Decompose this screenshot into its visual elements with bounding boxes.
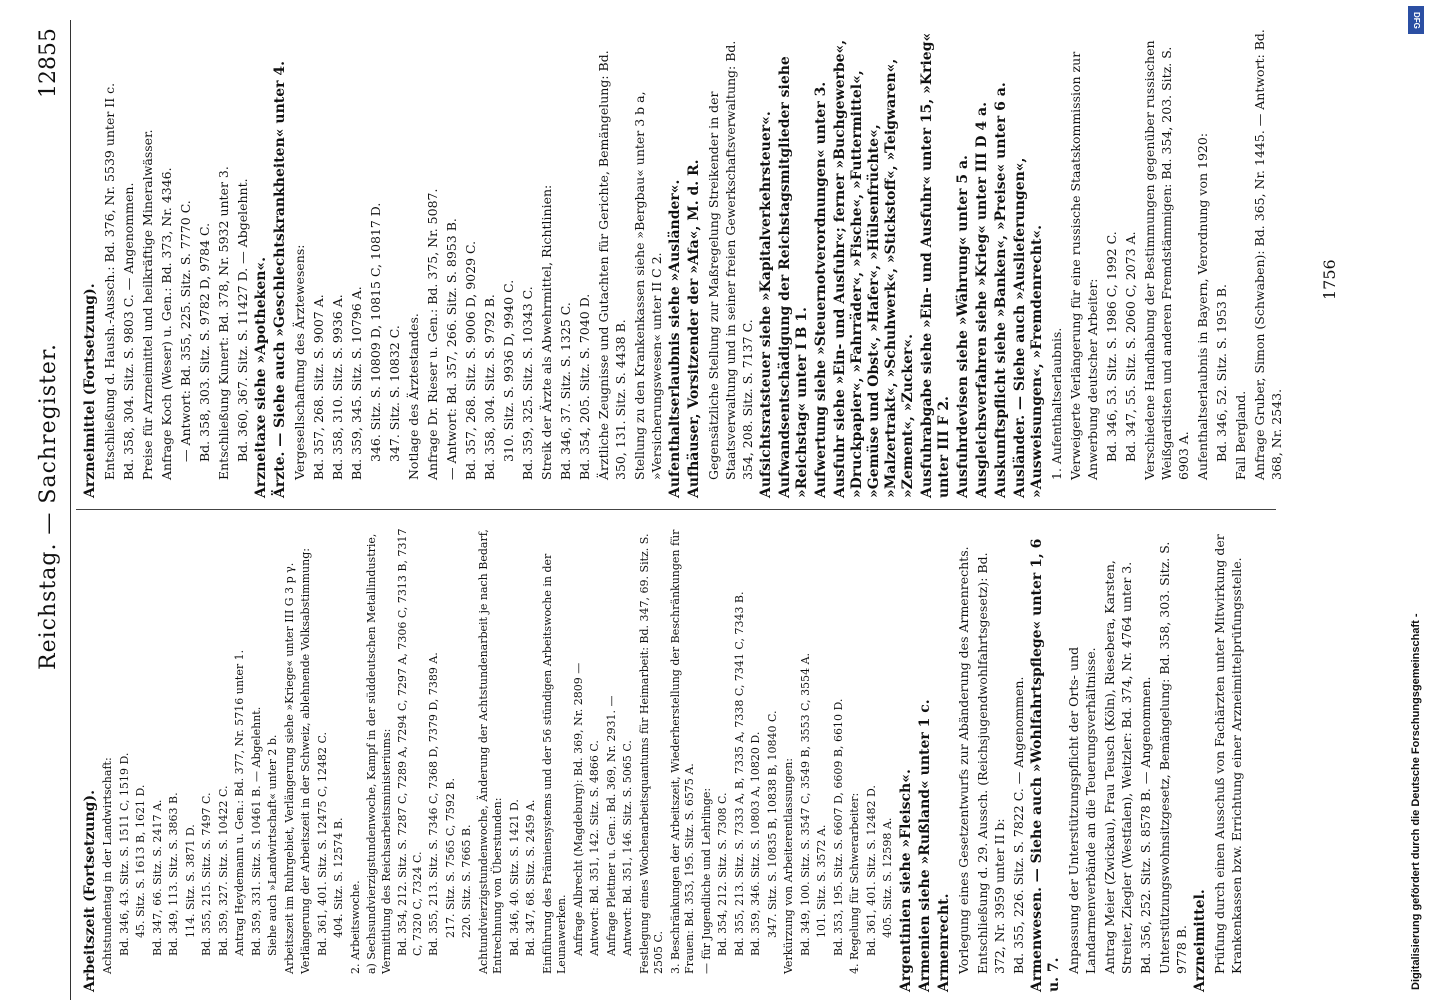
left-column-entry: Bd. 349, 100. Sitz. S. 3547 C, 3549 B, 3553 C, 3554 A. (798, 652, 812, 956)
right-column-entry: Ausfuhr siehe »Ein- und Ausfuhr«; ferner »Buchgewerbe«, »Druckpapier«, »Fahrräder«, »Fische«, »Futtermittel«, »Gemüse und Obst«, »Hafer«, »Hülsenfrüchte«, »Malzertrakt«, »Schuhwerk«, »Stickstoff«, »Teigwaren«, »Zement«, »Zucker«. (832, 39, 916, 498)
right-column-entry: Ausländer. — Siehe auch »Auslieferungen«, »Ausweisungen«, »Fremdenrecht«. (1012, 157, 1045, 498)
left-column-entry: 217. Sitz. S. 7565 C, 7592 B. (443, 778, 457, 938)
left-column-entry: Anpassung der Unterstützungspflicht der Orts- und Landarmenverbände an die Teuerungsverhältnisse. (1065, 646, 1098, 974)
right-column-entry: Ärzte. — Siehe auch »Geschlechtskrankheiten« unter 4. (272, 61, 288, 498)
left-column-entry: 3. Beschränkungen der Arbeitszeit, Wiederherstellung der Beschränkungen für Frauen: Bd. 353, 195. Sitz. S. 6575 A. (668, 529, 696, 974)
left-column-entry: Bd. 356, 252. Sitz. S. 8578 B. — Angenommen. (1137, 676, 1153, 974)
left-column-entry: 114. Sitz. S. 3871 D. (183, 824, 197, 938)
left-column-entry: Achtstundentag in der Landwirtschaft: (101, 757, 114, 974)
right-column-entry: Vergesellschaftung des Ärztewesens: (292, 244, 307, 480)
digitization-credit: Digitalisierung gefördert durch die Deutsche Forschungsgemeinschaft - (1410, 613, 1422, 990)
right-column-entry: — Antwort: Bd. 357, 266. Sitz. S. 8953 B. (444, 218, 459, 480)
right-column-entry: Arzneitaxe siehe »Apotheken«. (253, 256, 269, 498)
left-column-entry: Bd. 349, 113. Sitz. S. 3863 B. (167, 792, 180, 956)
right-column-entry: Anfrage Dr. Rieser u. Gen.: Bd. 375, Nr. 5087. (425, 188, 440, 480)
left-column-entry: Armenien siehe »Rußland« unter 1 c. (916, 699, 933, 992)
left-column-entry: Verkürzung von Arbeiterentlassungen: (782, 758, 795, 974)
footer-page-number: 1756 (1320, 259, 1339, 300)
right-column-entry: Ausfuhrdevisen siehe »Währung« unter 5 a. (955, 155, 971, 498)
right-column-entry: Bd. 358, 304. Sitz. S. 9803 C. — Angenommen. (121, 182, 136, 480)
left-column-entry: Antwort: Bd. 351, 142. Sitz. S. 4866 C. (588, 740, 601, 956)
digitization-strip (1408, 0, 1430, 1000)
right-column-entry: Aufhäuser, Vorsitzender der »Afa«, M. d. R. (686, 159, 702, 498)
left-column-entry: Antrag Meier (Zwickau), Frau Teusch (Köln), Riesebera, Karsten, Streiter, Ziegler (Westfalen), Weitzler: Bd. 374, Nr. 4764 unter 3. (1101, 560, 1134, 974)
right-column-entry: Arzneimittel (Fortsetzung). (82, 283, 98, 498)
right-column-entry: 346. Sitz. S. 10809 D, 10815 C, 10817 D. (368, 202, 383, 462)
left-column-entry: Einführung des Prämiensystems und der 56 stündigen Arbeitswoche in der Leunawerken. (540, 553, 568, 974)
right-column-entry: Aufwandsentschädigung der Reichstagsmitglieder siehe »Reichstag« unter I B 1. (777, 56, 810, 498)
right-column-entry: Bd. 358, 303. Sitz. S. 9782 D, 9784 C. (197, 222, 212, 462)
right-column-entry: Bd. 346, 37. Sitz. S. 1325 C. (558, 302, 573, 480)
left-column-entry: Bd. 355, 213. Sitz. S. 7346 C, 7368 D, 7379 D, 7389 A. (427, 652, 440, 956)
left-column-entry: Prüfung durch einen Ausschuß von Fachärzten unter Mitwirkung der Krankenkassen bzw. Errichtung einer Arzneimittelprüfungsstelle. (1211, 534, 1244, 974)
right-column-entry: Anfrage Gruber, Simon (Schwaben): Bd. 365, Nr. 1445. — Antwort: Bd. 368, Nr. 2543. (1252, 29, 1284, 480)
right-column-entry: 310. Sitz. S. 9936 D, 9940 C. (501, 279, 516, 462)
left-column-entry: Bd. 347, 66. Sitz. S. 2417 A. (150, 799, 164, 956)
right-column-entry: Aufwertung siehe »Steuernotverordnungen« unter 3. (813, 81, 829, 498)
left-column-entry: Anfrage Plettner u. Gen.: Bd. 369, Nr. 2931. — (604, 695, 618, 956)
left-column-entry: Bd. 361, 401. Sitz. S. 12482 D. (864, 785, 878, 956)
right-column-entry: Bd. 346, 53. Sitz. S. 1986 C, 1992 C. (1104, 231, 1119, 462)
left-column-entry: a) Sechsundvierzigstundenwoche, Kampf in der süddeutschen Metallindustrie, Vermittlung des Reichsarbeitsministeriums: (365, 533, 393, 974)
left-column-entry: 347. Sitz. S. 10835 B, 10838 B, 10840 C. (765, 710, 779, 938)
right-column-entry: Fall Bergland. (1233, 390, 1248, 480)
right-column-entry: Bd. 357, 268. Sitz. S. 9007 A. (311, 294, 326, 480)
left-column-entry: Bd. 346, 43. Sitz. S. 1511 C, 1519 D. (117, 752, 131, 956)
right-column-entry: Bd. 360, 367. Sitz. S. 11427 D. — Abgelehnt. (235, 178, 250, 462)
left-column-entry: Bd. 355, 213. Sitz. S. 7333 A, B, 7335 A, 7338 C, 7341 C, 7343 B. (732, 591, 746, 956)
left-column (82, 522, 1247, 992)
left-column-entry: Arzneimittel. (1191, 889, 1208, 992)
left-column-entry: Antrag Heydemann u. Gen.: Bd. 377, Nr. 5716 unter 1. (233, 649, 246, 956)
right-column-entry: Bd. 346, 52. Sitz. S. 1953 B. (1214, 284, 1229, 462)
left-column-entry: Festlegung eines Wochenarbeitsquantums für Heimarbeit: Bd. 347, 69. Sitz. S. 2505 C. (637, 533, 665, 974)
left-column-entry: 4. Regelung für Schwerarbeiter: (848, 792, 861, 974)
right-column-entry: 1. Aufenthaltserlaubnis. (1049, 327, 1064, 480)
page-title: Reichstag. — Sachregister. (36, 343, 61, 670)
right-column-entry: — Antwort: Bd. 355, 225. Sitz. S. 7770 C. (178, 200, 193, 462)
right-column-entry: 347. Sitz. S. 10832 C. (387, 325, 402, 462)
right-column-entry: Entschließung Kunert: Bd. 378, Nr. 5932 unter 3. (216, 166, 231, 480)
right-column-entry: Verschiedene Handhabung der Bestimmungen gegenüber russischen Weißgardisten und anderen Fremdstämmigen: Bd. 354, 203. Sitz. S. 6903 A. (1142, 40, 1191, 480)
left-column-entry: Verlängerung der Arbeitszeit in der Schweiz, ablehnende Volksabstimmung: (299, 548, 312, 974)
right-column-entry: Gegensätzliche Stellung zur Maßregelung Streikender in der Staatsverwaltung und in seiner freien Gewerkschaftsverwaltung: Bd. 354, 208. Sitz. S. 7137 C. (706, 40, 755, 480)
right-column-entry: Aufenthaltserlaubnis in Bayern, Verordnung von 1920: (1195, 132, 1210, 480)
right-column-entry: Bd. 358, 310. Sitz. S. 9936 A. (330, 294, 345, 480)
right-column-entry: Preise für Arzneimittel und heilkräftige Mineralwässer. (140, 129, 155, 480)
left-column-entry: Armenrecht. (935, 893, 952, 992)
right-column-entry: Ausgleichsverfahren siehe »Krieg« unter III D 4 a. (974, 102, 990, 498)
right-column-entry: Aufsichtsratsteuer siehe »Kapitalverkehrsteuer«. (758, 111, 774, 498)
right-column-entry: Anfrage Koch (Weser) u. Gen.: Bd. 373, Nr. 4346. (159, 167, 174, 480)
left-column-entry: Arbeitszeit (Fortsetzung). (82, 790, 98, 992)
left-column-entry: Bd. 359, 327. Sitz. S. 10422 C. (216, 785, 230, 956)
left-column-entry: Achtundvierzigstundenwoche, Änderung der Achtstundenarbeit je nach Bedarf, Entrechnung von Überstunden: (476, 529, 504, 974)
left-column-entry: — für Jugendliche und Lehrlinge: (699, 787, 713, 974)
right-column-entry: Bd. 347, 55. Sitz. S. 2060 C, 2073 A. (1123, 231, 1138, 462)
right-column-entry: Ärztliche Zeugnisse und Gutachten für Gerichte, Bemängelung: Bd. 350, 131. Sitz. S. 4438 B. (596, 50, 628, 480)
left-column-entry: Antwort: Bd. 351, 146. Sitz. S. 5065 C. (621, 740, 634, 956)
left-column-entry: Armenwesen. — Siehe auch »Wohlfahrtspflege« unter 1, 6 u. 7. (1028, 538, 1062, 992)
left-column-entry: Bd. 353, 195. Sitz. S. 6607 D, 6609 B, 6610 D. (831, 698, 845, 956)
left-column-entry: Bd. 361, 401. Sitz. S. 12475 C, 12482 C. (315, 731, 329, 956)
right-column-entry: Verweigerte Verlängerung für eine russische Staatskommission zur Anwerbung deutscher Arbeiter: (1068, 51, 1100, 480)
page-number: 12855 (36, 28, 61, 98)
page-header (30, 20, 71, 1000)
left-column-entry: Arbeitszeit im Ruhrgebiet, Verlängerung siehe »Kriege« unter III G 3 p γ. (282, 562, 296, 974)
left-column-entry: 405. Sitz. S. 12598 A. (881, 817, 894, 938)
left-column-entry: Entschließung d. 29. Aussch. (Reichsjugendwohlfahrtsgesetz): Bd. 372, Nr. 3959 unter II b: (974, 552, 1007, 974)
left-column-entry: Bd. 354, 212. Sitz. S. 7308 C. (716, 792, 729, 956)
right-column-entry: Bd. 358, 304. Sitz. S. 9792 B. (482, 294, 497, 480)
right-column-entry: Bd. 359, 325. Sitz. S. 10343 C. (520, 286, 535, 480)
left-column-entry: Unterstützungswohnsitzgesetz, Bemängelung: Bd. 358, 303. Sitz. S. 9778 B. (1156, 541, 1189, 974)
left-column-entry: 101. Sitz. S. 3572 A. (815, 824, 828, 938)
right-column-entry: Bd. 357, 268. Sitz. S. 9006 D, 9029 C. (463, 240, 478, 480)
left-column-entry: Bd. 355, 226. Sitz. S. 7822 C. — Angenommen. (1010, 676, 1026, 974)
right-column-entry: Auskunftspflicht siehe »Banken«, »Preise« unter 6 a. (993, 82, 1009, 498)
right-column-entry: Entschließung d. Haush.-Aussch.: Bd. 376, Nr. 5539 unter II c. (102, 82, 117, 480)
left-column-entry: Siehe auch »Landwirtschaft« unter 2 b. (266, 734, 279, 956)
left-column-entry: Bd. 359, 331. Sitz. S. 10461 B. — Abgelehnt. (249, 706, 263, 956)
right-column-entry: Notlage des Ärztestandes. (406, 313, 421, 480)
left-column-entry: 220. Sitz. S. 7665 B. (460, 824, 473, 938)
left-column-entry: 45. Sitz. S. 1613 B, 1621 D. (134, 784, 147, 938)
rotated-register-page (30, 20, 1390, 1000)
left-column-entry: Anfrage Albrecht (Magdeburg): Bd. 369, Nr. 2809 — (571, 662, 585, 956)
left-column-entry: Bd. 355, 215. Sitz. S. 7497 C. (200, 792, 213, 956)
left-column-entry: 404. Sitz. S. 12574 B. (332, 817, 345, 938)
dfg-logo: DFG (1408, 6, 1424, 34)
left-column-entry: 2. Arbeitswoche. (348, 880, 362, 974)
right-column-entry: Stellung zu den Krankenkassen siehe »Bergbau« unter 3 b a, »Versicherungswesen« unter II C 2. (632, 91, 664, 480)
left-column-entry: Bd. 359, 346. Sitz. S. 10803 A, 10820 D. (749, 731, 762, 956)
left-column-entry: Vorlegung eines Gesetzentwurfs zur Abänderung des Armenrechts. (955, 546, 971, 974)
right-column (82, 28, 1287, 498)
right-column-entry: Aufenthaltserlaubnis siehe »Ausländer«. (667, 179, 683, 498)
column-divider (76, 509, 1276, 510)
left-column-entry: Argentinien siehe »Fleisch«. (897, 769, 914, 992)
right-column-entry: Bd. 354, 205. Sitz. S. 7040 D. (577, 293, 592, 480)
left-column-entry: Bd. 354, 212. Sitz. S. 7287 C, 7289 A, 7294 C, 7297 A, 7306 C, 7313 B, 7317 C, 7320 C, 7324 C. (396, 528, 424, 956)
left-column-entry: Bd. 347, 68. Sitz. S. 2459 A. (524, 799, 537, 956)
right-column-entry: Bd. 359, 345. Sitz. S. 10796 A. (349, 286, 364, 480)
left-column-entry: Bd. 346, 40. Sitz. S. 1421 D. (507, 799, 521, 956)
right-column-entry: Ausfuhrabgabe siehe »Ein- und Ausfuhr« unter 15, »Krieg« unter III F 2. (919, 32, 952, 498)
right-column-entry: Streik der Ärzte als Abwehrmittel, Richtlinien: (539, 184, 554, 480)
